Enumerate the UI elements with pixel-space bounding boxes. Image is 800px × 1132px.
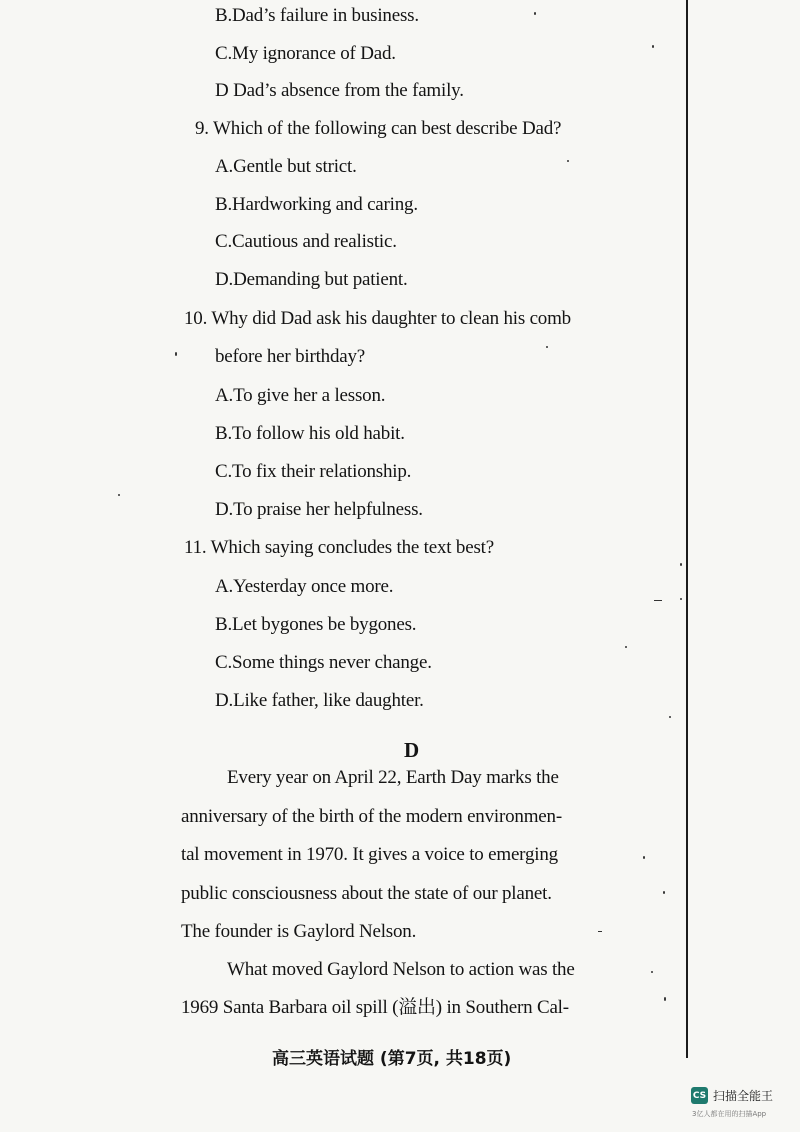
- q11-stem: 11. Which saying concludes the text best?: [184, 537, 494, 558]
- passage-line: 1969 Santa Barbara oil spill (溢出) in Southern Cal-: [181, 997, 569, 1018]
- margin-rule: [686, 0, 688, 1058]
- passage-line: Every year on April 22, Earth Day marks the: [227, 767, 559, 788]
- cs-logo-icon: CS: [691, 1087, 708, 1104]
- scan-speck: [669, 716, 671, 718]
- scan-speck: [546, 346, 548, 348]
- passage-line: anniversary of the birth of the modern environmen-: [181, 806, 562, 827]
- q10-option-c: C.To fix their relationship.: [215, 461, 412, 482]
- scan-speck: [680, 598, 682, 600]
- q11-option-d: D.Like father, like daughter.: [215, 690, 424, 711]
- scan-speck: [651, 971, 653, 973]
- scan-speck: [652, 45, 654, 48]
- scan-speck: [118, 494, 120, 496]
- section-title: D: [404, 738, 420, 762]
- scan-speck: [598, 931, 602, 932]
- passage-line: public consciousness about the state of our planet.: [181, 883, 552, 904]
- q9-option-c: C.Cautious and realistic.: [215, 231, 397, 252]
- scanner-tagline: 3亿人都在用的扫描App: [692, 1110, 767, 1118]
- passage-line: The founder is Gaylord Nelson.: [181, 921, 417, 942]
- scan-speck: [175, 352, 177, 356]
- scan-speck: [680, 563, 682, 566]
- q10-option-b: B.To follow his old habit.: [215, 423, 405, 444]
- scanner-app-name: 扫描全能王: [713, 1089, 774, 1103]
- q8-option-b: B.Dad’s failure in business.: [215, 5, 419, 26]
- page-footer: 高三英语试题 (第7页, 共18页): [272, 1049, 512, 1069]
- scan-speck: [625, 646, 627, 648]
- q10-option-a: A.To give her a lesson.: [215, 385, 386, 406]
- scan-speck: [534, 12, 536, 15]
- passage-line: tal movement in 1970. It gives a voice to emerging: [181, 844, 558, 865]
- scan-speck: [567, 160, 569, 162]
- q11-option-a: A.Yesterday once more.: [215, 576, 394, 597]
- q9-option-a: A.Gentle but strict.: [215, 156, 357, 177]
- q10-stem-line2: before her birthday?: [215, 346, 366, 367]
- scan-speck: [643, 856, 645, 859]
- q8-option-d: D Dad’s absence from the family.: [215, 80, 464, 101]
- q10-stem-line1: 10. Why did Dad ask his daughter to clean his comb: [184, 308, 571, 329]
- passage-line: What moved Gaylord Nelson to action was the: [227, 959, 575, 980]
- scanner-watermark: [691, 1087, 773, 1104]
- q9-option-d: D.Demanding but patient.: [215, 269, 408, 290]
- q9-option-b: B.Hardworking and caring.: [215, 194, 418, 215]
- q9-stem: 9. Which of the following can best describe Dad?: [195, 118, 562, 139]
- q8-option-c: C.My ignorance of Dad.: [215, 43, 396, 64]
- scan-speck: [663, 891, 665, 894]
- q11-option-c: C.Some things never change.: [215, 652, 432, 673]
- scan-speck: [664, 997, 666, 1001]
- q11-option-b: B.Let bygones be bygones.: [215, 614, 417, 635]
- q10-option-d: D.To praise her helpfulness.: [215, 499, 423, 520]
- scan-speck: [654, 600, 662, 601]
